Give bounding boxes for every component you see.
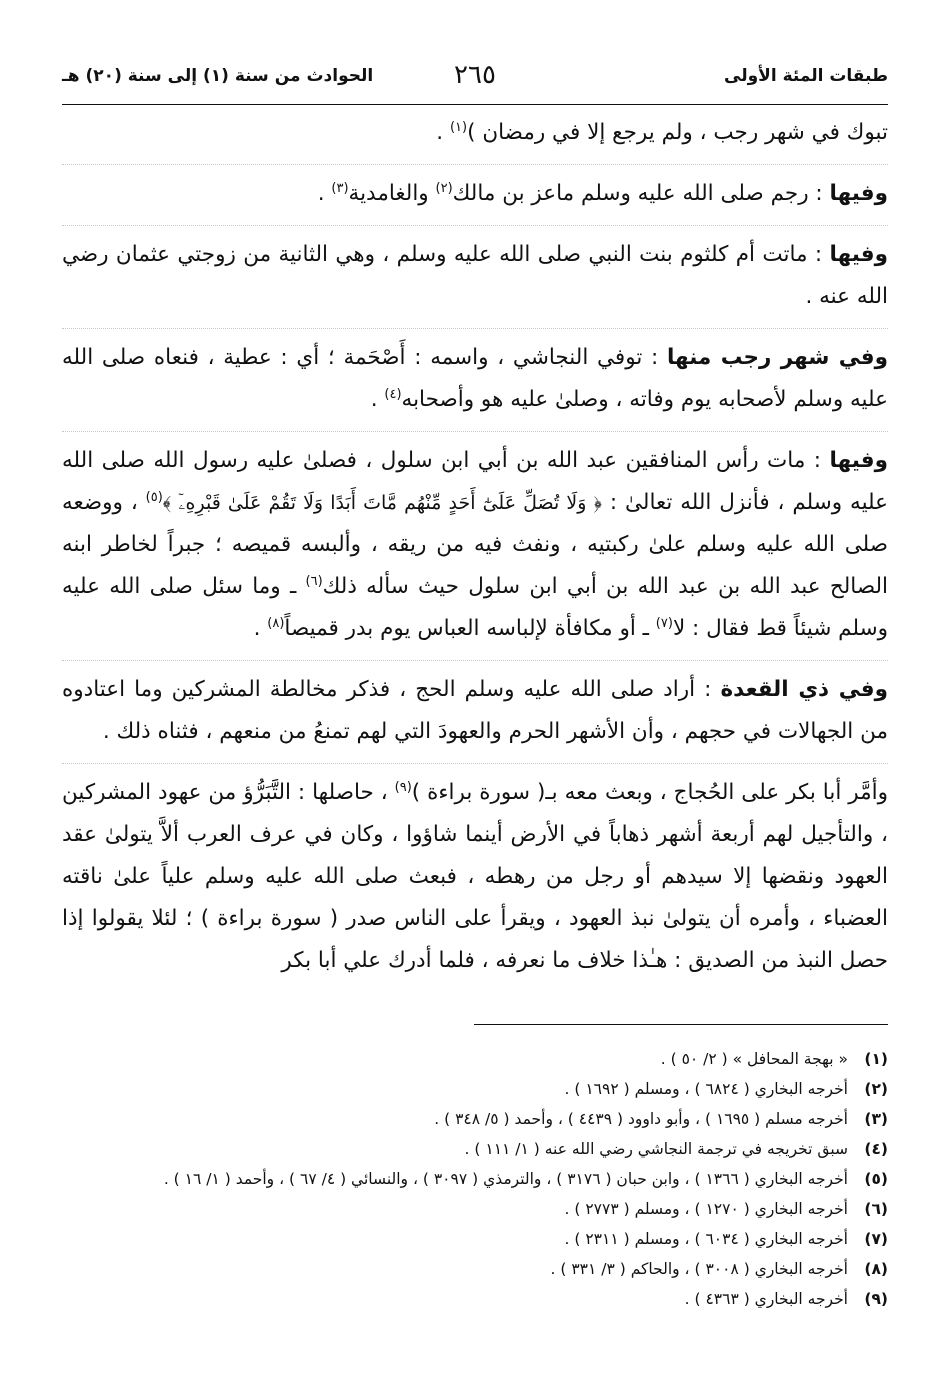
footnote-text: أخرجه البخاري ( ٣٠٠٨ ) ، والحاكم ( ٣/ ٣٣١ ) . (550, 1260, 848, 1278)
footnote-number: (٨) (864, 1260, 888, 1278)
footnote-text: « بهجة المحافل » ( ٢/ ٥٠ ) . (660, 1050, 848, 1068)
footnote-item (62, 1284, 888, 1314)
paragraph-text: . (317, 181, 332, 206)
footnotes (62, 1044, 888, 1314)
footnote-number: (٧) (864, 1230, 888, 1248)
paragraph-4 (62, 328, 888, 421)
paragraph-6 (62, 660, 888, 753)
footnote-number: (٤) (864, 1140, 888, 1158)
footnote-number: (١) (864, 1050, 888, 1068)
quran-verse: ﴿ وَلَا تُصَلِّ عَلَىٰٓ أَحَدٍ مِّنْهُم مَّاتَ أَبَدًا وَلَا تَقُمْ عَلَىٰ قَبْرِهِۦٓ ﴾ (162, 492, 602, 514)
page-number: ٢٦٥ (454, 60, 496, 90)
paragraph-text: وأمَّر أبا بكر على الحُجاج ، وبعث معه بـ( سورة براءة ) (411, 780, 888, 805)
paragraph-text: : توفي النجاشي ، واسمه : أَصْحَمة ؛ أي : عطية ، فنعاه صلى الله عليه وسلم لأصحابه يوم وفاته ، وصلىٰ عليه هو وأصحابه (62, 345, 888, 412)
footnote-ref[interactable]: (٩) (394, 779, 412, 795)
footnote-number: (٩) (864, 1290, 888, 1308)
paragraph-lead: وفي ذي القعدة (720, 677, 888, 702)
footnote-ref[interactable]: (٧) (655, 615, 673, 631)
footnote-ref[interactable]: (٥) (145, 489, 163, 505)
section-title: الحوادث من سنة (١) إلى سنة (٢٠) هـ (62, 66, 374, 86)
footnote-item (62, 1134, 888, 1164)
paragraph-text: : مات رأس المنافقين عبد الله بن أبي ابن سلول ، فصلىٰ عليه رسول الله صلى الله عليه وسلم ، فأنزل الله تعالىٰ : (62, 448, 889, 515)
paragraph-lead: وفيها (829, 181, 888, 206)
footnote-item (62, 1044, 888, 1074)
paragraph-2 (62, 164, 888, 215)
paragraph-lead: وفيها (829, 448, 888, 473)
footnote-item (62, 1074, 888, 1104)
footnote-text: أخرجه البخاري ( ١٣٦٦ ) ، وابن حبان ( ٣١٧٦ ) ، والترمذي ( ٣٠٩٧ ) ، والنسائي ( ٤/ ٦٧ ) ، وأحمد ( ١/ ١٦ ) . (163, 1170, 848, 1188)
paragraph-text: : أراد صلى الله عليه وسلم الحج ، فذكر مخالطة المشركين وما اعتادوه من الجهالات في حجهم ، وأن الأشهر الحرم والعهودَ التي لهم تمنعُ من منعهم ، فثناه ذلك . (62, 677, 888, 744)
paragraph-text: ، ووضعه صلى الله عليه وسلم علىٰ ركبتيه ، ونفث فيه من ريقه ، وألبسه قميصه ؛ جبراً لخاطر ابنه الصالح عبد الله بن عبد الله بن أبي ابن سلول حيث سأله ذلك (62, 490, 888, 599)
footnote-number: (٣) (864, 1110, 888, 1128)
footnote-ref[interactable]: (٣) (331, 180, 349, 196)
paragraph-text: ، حاصلها : التَّبَرُّؤ من عهود المشركين ، والتأجيل لهم أربعة أشهر ذهاباً في الأرض أينما شاؤوا ، وكان في عرف العرب ألاَّ يتولىٰ عقد العهود ونقضها إلا سيدهم أو رجل من رهطه ، فبعث صلى الله عليه وسلم علياً علىٰ ناقته العضباء ، وأمره أن يتولىٰ نبذ العهود ، ويقرأ على الناس صدر ( سورة براءة ) ؛ لئلا يقولوا إذا حصل النبذ من الصديق : هـٰذا خلاف ما نعرفه ، فلما أدرك علي أبا بكر (62, 780, 888, 973)
footnote-text: أخرجه البخاري ( ١٢٧٠ ) ، ومسلم ( ٢٧٧٣ ) . (564, 1200, 848, 1218)
book-title: طبقات المئة الأولى (724, 66, 888, 86)
main-text (62, 112, 888, 992)
paragraph-text: والغامدية (348, 181, 436, 206)
header-divider (62, 104, 888, 105)
footnote-ref[interactable]: (٦) (305, 573, 323, 589)
footnote-number: (٢) (864, 1080, 888, 1098)
running-header (62, 58, 888, 98)
footnote-text: أخرجه البخاري ( ٤٣٦٣ ) . (684, 1290, 848, 1308)
footnote-ref[interactable]: (٢) (435, 180, 453, 196)
paragraph-text: : ماتت أم كلثوم بنت النبي صلى الله عليه وسلم ، وهي الثانية من زوجتي عثمان رضي الله عنه . (62, 242, 888, 309)
paragraph-lead: وفيها (829, 242, 888, 267)
paragraph-text: : رجم صلى الله عليه وسلم ماعز بن مالك (452, 181, 830, 206)
paragraph-text: . (370, 387, 385, 412)
footnote-item (62, 1224, 888, 1254)
footnote-text: أخرجه مسلم ( ١٦٩٥ ) ، وأبو داوود ( ٤٤٣٩ ) ، وأحمد ( ٥/ ٣٤٨ ) . (434, 1110, 848, 1128)
paragraph-5 (62, 431, 888, 650)
footnote-ref[interactable]: (٨) (267, 615, 285, 631)
paragraph-text: ـ وما سئل صلى الله عليه وسلم شيئاً قط فقال : لا (62, 574, 888, 641)
footnote-item (62, 1254, 888, 1284)
footnote-text: أخرجه البخاري ( ٦٨٢٤ ) ، ومسلم ( ١٦٩٢ ) . (564, 1080, 848, 1098)
footnote-text: أخرجه البخاري ( ٦٠٣٤ ) ، ومسلم ( ٢٣١١ ) . (564, 1230, 848, 1248)
footnote-number: (٦) (864, 1200, 888, 1218)
paragraph-1 (62, 112, 888, 154)
paragraph-lead: وفي شهر رجب منها (666, 345, 888, 370)
footnote-item (62, 1104, 888, 1134)
paragraph-text: . (253, 616, 268, 641)
footnote-divider (474, 1024, 888, 1025)
paragraph-text: تبوك في شهر رجب ، ولم يرجع إلا في رمضان ) (467, 120, 888, 145)
paragraph-text: . (436, 120, 450, 145)
footnote-item (62, 1164, 888, 1194)
paragraph-3 (62, 225, 888, 318)
footnote-text: سبق تخريجه في ترجمة النجاشي رضي الله عنه ( ١/ ١١١ ) . (464, 1140, 848, 1158)
footnote-item (62, 1194, 888, 1224)
paragraph-text: ـ أو مكافأة لإلباسه العباس يوم بدر قميصاً (284, 616, 656, 641)
footnote-ref[interactable]: (١) (449, 119, 468, 135)
footnote-number: (٥) (864, 1170, 888, 1188)
footnote-ref[interactable]: (٤) (384, 386, 402, 402)
paragraph-7 (62, 763, 888, 982)
